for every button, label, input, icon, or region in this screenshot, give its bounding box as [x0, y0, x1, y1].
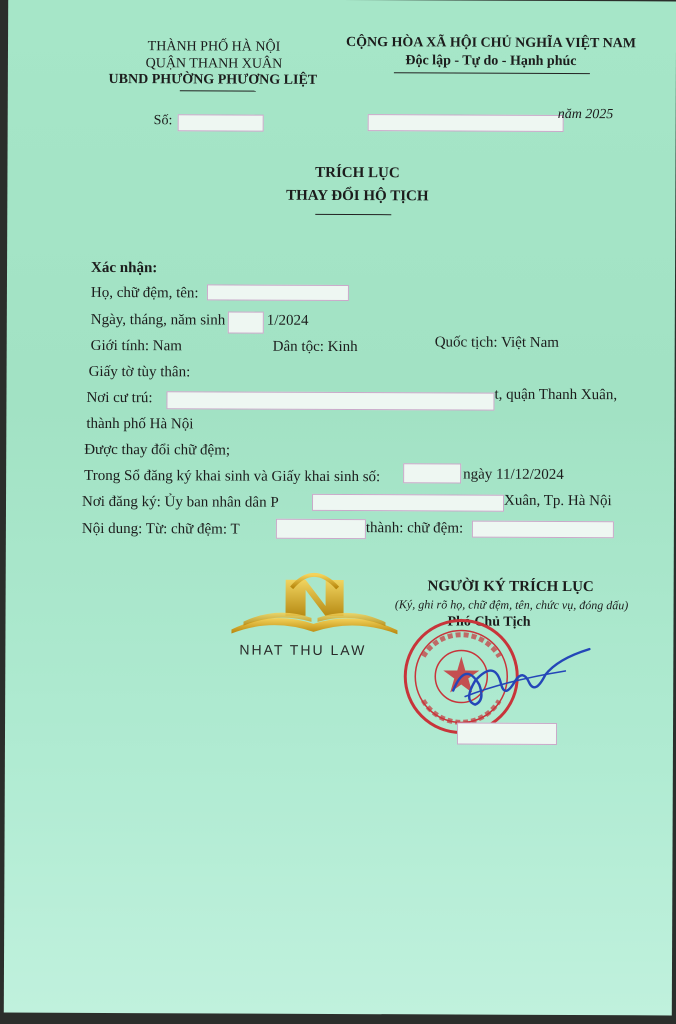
header-left-underline	[180, 90, 256, 91]
redacted-signer-name	[457, 723, 557, 745]
title-underline	[315, 214, 391, 215]
confirm-label: Xác nhận:	[91, 259, 158, 277]
header-district: QUẬN THANH XUÂN	[145, 56, 283, 72]
redacted-name	[207, 284, 349, 301]
signer-role: Phó Chủ Tịch	[447, 614, 531, 630]
redacted-registration-place	[312, 494, 504, 512]
document-title: TRÍCH LỤC	[315, 164, 400, 182]
header-right-underline	[394, 72, 590, 74]
document-subtitle: THAY ĐỔI HỘ TỊCH	[286, 187, 429, 205]
date-suffix: năm 2025	[557, 106, 614, 123]
logo-text: NHAT THU LAW	[239, 641, 367, 659]
name-label: Họ, chữ đệm, tên:	[90, 284, 199, 302]
gender: Giới tính: Nam	[90, 337, 183, 355]
number-label: Số:	[153, 113, 173, 129]
registration-place-label: Nơi đăng ký: Ủy ban nhân dân P	[81, 493, 279, 511]
document-page	[4, 0, 676, 1015]
signer-note: (Ký, ghi rõ họ, chữ đệm, tên, chức vụ, đóng dấu)	[394, 597, 629, 613]
redacted-new-middle-name	[472, 521, 614, 539]
content-label: Nội dung: Từ: chữ đệm: T	[81, 520, 240, 538]
redacted-old-middle-name	[276, 519, 366, 539]
header-ward: UBND PHƯỜNG PHƯƠNG LIỆT	[108, 71, 318, 88]
redacted-residence	[166, 391, 494, 410]
dob-suffix: 1/2024	[266, 312, 309, 329]
dob-label: Ngày, tháng, năm sinh	[90, 311, 226, 329]
signer-title: NGƯỜI KÝ TRÍCH LỤC	[427, 578, 594, 596]
handwritten-signature-icon	[445, 640, 595, 721]
redacted-dob	[228, 312, 264, 334]
redacted-date	[368, 114, 564, 132]
registry-label: Trong Sổ đăng ký khai sinh và Giấy khai sinh số:	[84, 467, 381, 486]
change-type: Được thay đổi chữ đệm;	[84, 441, 231, 459]
residence-label: Nơi cư trú:	[86, 389, 153, 407]
header-motto: Độc lập - Tự do - Hạnh phúc	[405, 53, 577, 70]
nationality: Quốc tịch: Việt Nam	[434, 334, 559, 351]
residence-city: thành phố Hà Nội	[86, 415, 194, 433]
residence-suffix: t, quận Thanh Xuân,	[494, 386, 618, 404]
registry-date: ngày 11/12/2024	[463, 466, 564, 483]
header-city: THÀNH PHỐ HÀ NỘI	[147, 39, 281, 55]
redacted-registry-number	[403, 463, 461, 483]
redacted-number	[178, 114, 264, 131]
id-document-label: Giấy tờ tùy thân:	[88, 363, 191, 381]
header-republic: CỘNG HÒA XÃ HỘI CHỦ NGHĨA VIỆT NAM	[345, 35, 637, 52]
ethnicity: Dân tộc: Kinh	[272, 338, 358, 356]
content-mid: thành: chữ đệm:	[365, 520, 464, 537]
registration-place-suffix: Xuân, Tp. Hà Nội	[503, 492, 612, 510]
